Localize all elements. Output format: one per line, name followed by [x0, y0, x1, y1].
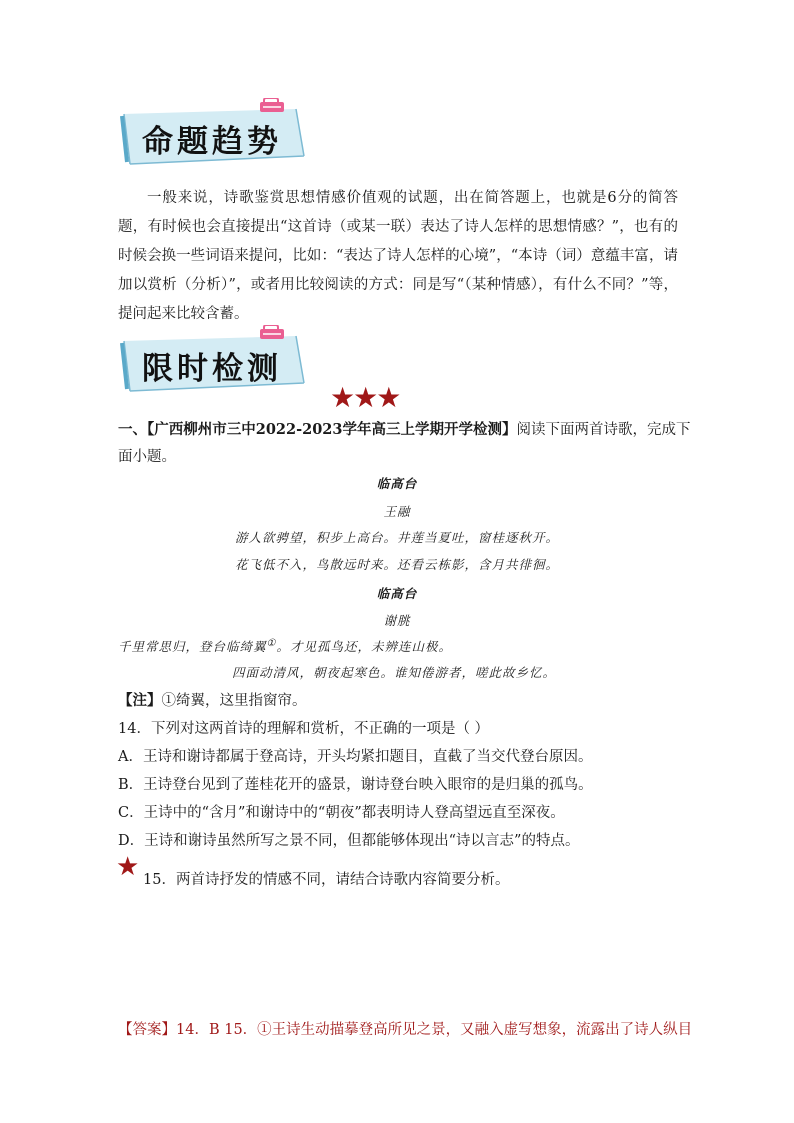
answer-line: [118, 1018, 692, 1039]
poem2-line1-a: 千里常思归，登台临绮翼: [118, 639, 267, 654]
poem2-author: 谢朓: [383, 613, 411, 628]
question-instruction-cont: 面小题。: [118, 449, 176, 465]
q15-stem: 15．两首诗抒发的情感不同，请结合诗歌内容简要分析。: [143, 872, 510, 888]
poem2-line2: 四面动清风，朝夜起寒色。谁知倦游者，嗟此故乡忆。: [232, 665, 557, 680]
section-banner-test: [118, 333, 313, 395]
q14-option-b: B．王诗登台见到了莲桂花开的盛景，谢诗登台映入眼帘的是归巢的孤鸟。: [118, 777, 593, 793]
note-marker: ①: [266, 637, 277, 649]
answer-text: 14．B 15．①王诗生动描摹登高所见之景，又融入虚写想象，流露出了诗人纵目: [176, 1022, 693, 1038]
note: [118, 689, 307, 710]
q14-option-c: C．王诗中的“含月”和谢诗中的“朝夜”都表明诗人登高望远直至深夜。: [118, 805, 565, 821]
section-banner-trend: [118, 106, 313, 168]
q14-stem: 14．下列对这两首诗的理解和赏析，不正确的一项是（ ）: [118, 721, 490, 737]
poem1-author: 王融: [383, 504, 411, 519]
poem2-line1: [118, 637, 452, 655]
poem1-line1: 游人欲骋望，积步上高台。井莲当夏吐，窗桂逐秋开。: [234, 530, 559, 545]
poem1-title: 临高台: [376, 476, 418, 491]
q14-option-a: A．王诗和谢诗都属于登高诗，开头均紧扣题目，直截了当交代登台原因。: [118, 749, 593, 765]
question-number: 一、: [118, 421, 147, 438]
note-label: 【注】: [118, 692, 162, 709]
answer-label: 【答案】: [118, 1022, 176, 1038]
difficulty-stars-icon: ★★★: [330, 381, 400, 414]
q15-star-icon: ★: [116, 852, 140, 882]
note-text: ①绮翼，这里指窗帘。: [161, 693, 307, 709]
poem2-line1-b: 。才见孤鸟还，未辨连山极。: [276, 639, 452, 654]
poem2-title: 临高台: [376, 586, 418, 601]
question-header: [118, 418, 690, 439]
trend-paragraph: 一般来说，诗歌鉴赏思想情感价值观的试题，出在简答题上，也就是6分的简答题，有时候也会直接提出“这首诗（或某一联）表达了诗人怎样的思想情感？”，也有的时候会换一些词语来提问，比如：“表达了诗人怎样的心境”，“本诗（词）意蕴丰富，请加以赏析（分析）”，或者用比较阅读的方式：同是写“（某种情感），有什么不同？”等，提问起来比较含蓄。: [118, 190, 678, 322]
q14-option-d: D．王诗和谢诗虽然所写之景不同，但都能够体现出“诗以言志”的特点。: [118, 833, 580, 849]
poem1-line2: 花飞低不入，鸟散远时来。还看云栋影，含月共徘徊。: [234, 557, 559, 572]
section-title-test: 限时检测: [142, 351, 282, 387]
question-source: 【广西柳州市三中2022-2023学年高三上学期开学检测】: [147, 421, 517, 438]
question-instruction: 阅读下面两首诗歌，完成下: [516, 422, 691, 438]
section-title-trend: 命题趋势: [142, 124, 282, 160]
